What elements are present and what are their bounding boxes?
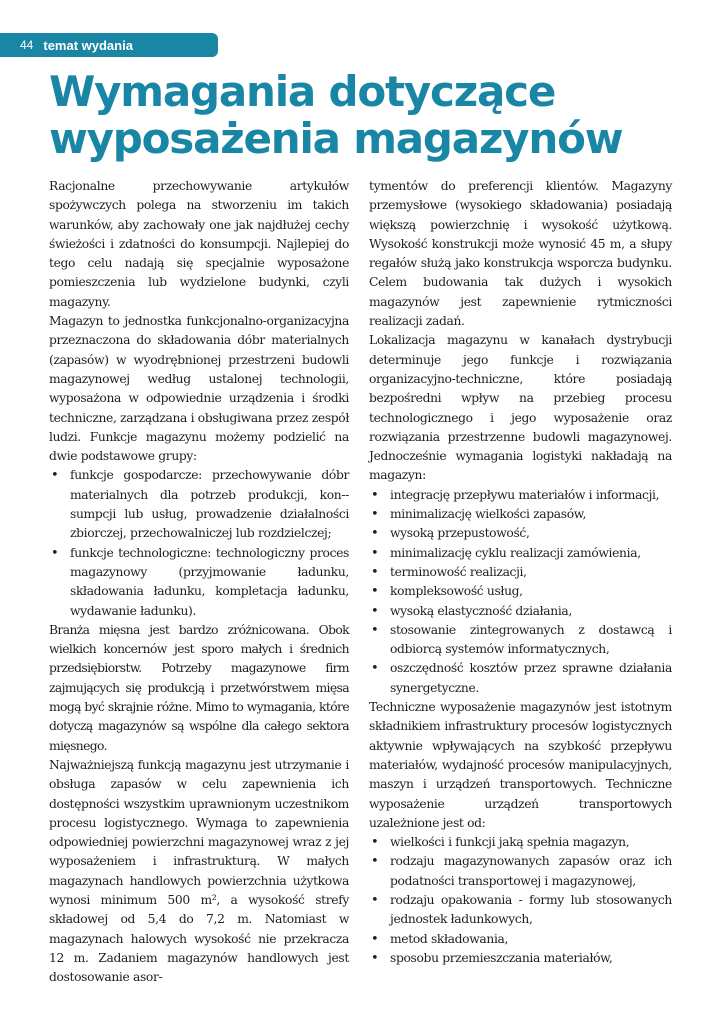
left-column xyxy=(49,177,349,987)
list-item: • minimalizację cyklu realizacji zamówienia, xyxy=(369,544,672,563)
list-item: • wysoką przepustowość, xyxy=(369,524,672,543)
list-item: • rodzaju opakowania - formy lub stosowanych jednostek ładunkowych, xyxy=(369,891,672,930)
section-label: temat wydania xyxy=(43,37,133,53)
list-item: • sposobu przemieszczania materiałów, xyxy=(369,949,672,968)
list-item: • rodzaju magazynowanych zapasów oraz ich podatności transportowej i magazynowej, xyxy=(369,852,672,891)
list-item: • minimalizację wielkości zapasów, xyxy=(369,505,672,524)
page-number: 44 xyxy=(20,38,34,52)
list-item: • kompleksowość usług, xyxy=(369,582,672,601)
list-item: • oszczędność kosztów przez sprawne działania synergetyczne. xyxy=(369,659,672,698)
list-item: • wysoką elastyczność działania, xyxy=(369,602,672,621)
right-column xyxy=(369,177,672,968)
list-item: • funkcje technologiczne: technologiczny proces magazynowy (przyjmowanie ładunku, składowania ładunku, kompletacja ładunku, wydawanie ładunku). xyxy=(49,544,349,621)
bullet-list xyxy=(369,833,672,968)
bullet-list xyxy=(369,486,672,698)
paragraph: Racjonalne przechowywanie artykułów spożywczych polega na stworzeniu im takich warunków, aby zachowały one jak najdłużej cechy świeżości i zdatności do konsumpcji. Najlepiej do tego celu nadają się specjalnie wyposażone pomieszczenia lub wydzielone budynki, czyli magazyny. xyxy=(49,179,349,309)
paragraph: Branża mięsna jest bardzo zróżnicowana. Obok wielkich koncernów jest sporo małych i średnich przedsiębiorstw. Potrzeby magazynowe firm zajmujących się produkcją i przetwórstwem mięsa mogą być skrajnie różne. Mimo to wymagania, które dotyczą magazynów są wspólne dla całego sektora mięsnego. xyxy=(49,622,349,753)
list-item: • metod składowania, xyxy=(369,930,672,949)
list-item: • integrację przepływu materiałów i informacji, xyxy=(369,486,672,505)
paragraph: Techniczne wyposażenie magazynów jest istotnym składnikiem infrastruktury procesów logistycznych aktywnie wpływających na szybkość przepływu materiałów, wydajność procesów manipulacyjnych, maszyn i urządzeń transportowych. Techniczne wyposażenie urządzeń transportowych uzależnione jest od: xyxy=(369,700,672,830)
list-item: • funkcje gospodarcze: przechowywanie dóbr materialnych dla potrzeb produkcji, kon--sumpcji lub usług, prowadzenie działalności zbiorczej, przechowalniczej lub rozdzielczej; xyxy=(49,466,349,543)
paragraph: tymentów do preferencji klientów. Magazyny przemysłowe (wysokiego składowania) posiadają większą powierzchnię i wysokość użytkową. Wysokość konstrukcji może wynosić 45 m, a słupy regałów służą jako konstrukcja wsporcza budynku. Celem budowania tak dużych i wysokich magazynów jest zapewnienie rytmiczności realizacji zadań. xyxy=(369,179,672,329)
article-title: Wymagania dotyczące wyposażenia magazynów xyxy=(49,67,623,163)
list-item: • wielkości i funkcji jaką spełnia magazyn, xyxy=(369,833,672,852)
section-header-tab xyxy=(0,33,218,57)
list-item: • stosowanie zintegrowanych z dostawcą i odbiorcą systemów informatycznych, xyxy=(369,621,672,660)
paragraph: Magazyn to jednostka funkcjonalno-organizacyjna przeznaczona do składowania dóbr materialnych (zapasów) w wyodrębnionej przestrzeni budowli magazynowej według ustalonej technologii, wyposażona w odpowiednie urządzenia i środki techniczne, zarządzana i obsługiwana przez zespół ludzi. Funkcje magazynu możemy podzielić na dwie podstawowe grupy: xyxy=(49,314,349,464)
paragraph: Najważniejszą funkcją magazynu jest utrzymanie i obsługa zapasów w celu zapewnienia ich dostępności wszystkim uprawnionym uczestnikom procesu logistycznego. Wymaga to zapewnienia odpowiedniej powierzchni magazynowej wraz z jej wyposażeniem i infrastrukturą. W małych magazynach handlowych powierzchnia użytkowa wynosi minimum 500 m², a wysokość strefy składowej od 5,4 do 7,2 m. Natomiast w magazynach halowych wysokość nie przekracza 12 m. Zadaniem magazynów handlowych jest dostosowanie asor- xyxy=(49,757,349,985)
list-item: • terminowość realizacji, xyxy=(369,563,672,582)
bullet-list xyxy=(49,466,349,620)
paragraph: Lokalizacja magazynu w kanałach dystrybucji determinuje jego funkcje i rozwiązania organizacyjno-techniczne, które posiadają bezpośredni wpływ na przebieg procesu technologicznego i jego wyposażenie oraz rozwiązania przestrzenne budowli magazynowej. Jednocześnie wymagania logistyki nakładają na magazyn: xyxy=(369,333,672,483)
